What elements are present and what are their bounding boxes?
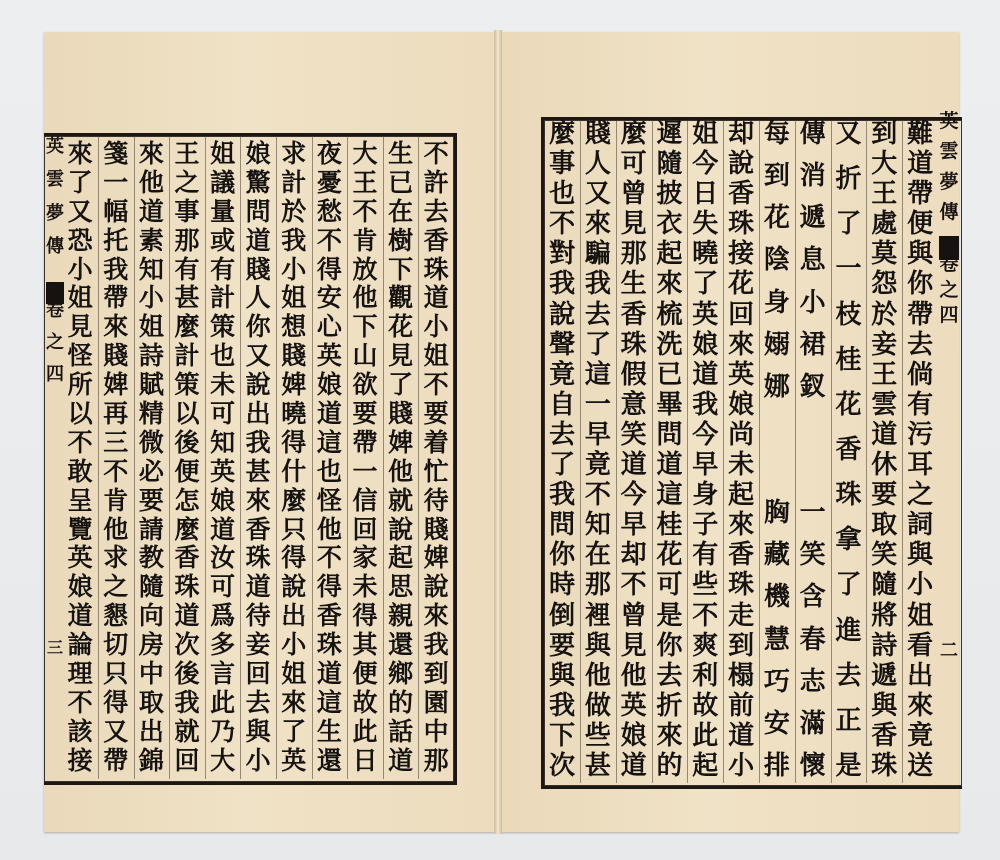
text-column: 麼 事 也 不 對 我 說 聲 竟 自 去 了 我 問 你 時 倒 要 與 我 下 次 xyxy=(549,119,576,781)
column-rule xyxy=(580,120,581,783)
left-margin-volume: 卷 之 四 xyxy=(46,300,64,385)
left-margin-title: 英 雲 夢 傳 xyxy=(46,136,64,257)
column-rule xyxy=(723,120,724,783)
text-column: 姐 今 日 失 曉 了 英 娘 道 我 今 早 身 子 有 些 不 爽 利 故 此 起 xyxy=(692,119,719,781)
right-margin-title: 英 雲 夢 傳 xyxy=(939,110,959,223)
column-rule xyxy=(205,136,206,779)
right-margin-volume: 卷 之 四 xyxy=(939,253,959,326)
column-rule xyxy=(759,120,760,783)
column-rule xyxy=(240,136,241,779)
book-gutter xyxy=(494,30,502,834)
left-margin-page-number: 三 xyxy=(46,638,63,657)
column-rule xyxy=(347,136,348,779)
text-column: 麼 可 曾 見 那 生 香 珠 假 意 笑 道 今 早 却 不 曾 見 他 英 娘 道 xyxy=(620,119,647,781)
text-column: 難 道 帶 便 與 你 帶 去 倘 有 污 耳 之 詞 與 小 姐 看 出 來 竟 送 xyxy=(907,119,934,781)
text-column: 傳 消 遞 息 小 裙 釵 一 笑 含 春 志 滿 懷 xyxy=(799,119,826,781)
column-rule xyxy=(616,120,617,783)
column-rule xyxy=(383,136,384,779)
text-column: 夜 憂 愁 不 得 安 心 英 娘 道 這 也 怪 他 不 得 香 珠 道 這 生 還 xyxy=(316,139,342,775)
text-column: 到 大 王 處 莫 怨 於 妾 王 雲 道 休 要 取 笑 隨 將 詩 遞 與 香 珠 xyxy=(871,119,898,781)
column-rule xyxy=(687,120,688,783)
text-column: 箋 一 幅 托 我 帶 來 賤 婢 再 三 不 肯 他 求 之 懇 切 只 得 又 帶 xyxy=(103,139,129,775)
text-column: 姐 議 量 或 有 計 策 也 未 可 知 英 娘 道 汝 可 爲 多 言 此 乃 大 xyxy=(210,139,236,775)
text-column: 却 說 香 珠 接 花 回 來 英 娘 尚 未 起 來 香 珠 走 到 榻 前 道 小 xyxy=(728,119,755,781)
text-column: 生 已 在 樹 下 觀 花 見 了 賤 婢 他 就 說 起 思 親 還 鄉 的 話 道 xyxy=(388,139,414,775)
column-rule xyxy=(98,136,99,779)
column-rule xyxy=(418,136,419,779)
text-column: 來 他 道 素 知 小 姐 詩 賦 精 微 必 要 請 教 隨 向 房 中 取 出 錦 xyxy=(138,139,164,775)
text-column: 賤 人 又 來 騙 我 去 了 這 一 早 竟 不 知 在 那 裡 與 他 做 些 甚 xyxy=(584,119,611,781)
text-column: 大 王 不 肯 放 他 下 山 欲 要 帶 一 信 回 家 未 得 其 便 故 此 日 xyxy=(352,139,378,775)
column-rule xyxy=(866,120,867,783)
text-column: 王 之 事 那 有 甚 麼 計 策 以 後 便 怎 麼 香 珠 道 次 後 我 就 回 xyxy=(174,139,200,775)
text-column: 每 到 花 陰 身 嫋 娜 胸 藏 機 慧 巧 安 排 xyxy=(763,119,790,781)
right-margin-page-number: 二 xyxy=(940,640,958,661)
text-column: 求 計 於 我 小 姐 想 賤 婢 曉 得 什 麼 只 得 說 出 小 姐 來 了 英 xyxy=(281,139,307,775)
column-rule xyxy=(134,136,135,779)
column-rule xyxy=(831,120,832,783)
column-rule xyxy=(169,136,170,779)
column-rule xyxy=(795,120,796,783)
column-rule xyxy=(902,120,903,783)
text-column: 娘 驚 問 道 賤 人 你 又 說 出 我 甚 來 香 珠 道 待 妾 回 去 與 小 xyxy=(245,139,271,775)
text-column: 遲 隨 披 衣 起 來 梳 洗 已 畢 問 道 這 桂 花 可 是 你 去 折 來 的 xyxy=(656,119,683,781)
column-rule xyxy=(312,136,313,779)
column-rule xyxy=(276,136,277,779)
column-rule xyxy=(652,120,653,783)
text-column: 來 了 又 恐 小 姐 見 怪 所 以 不 敢 呈 覽 英 娘 道 論 理 不 該 接 xyxy=(67,139,93,775)
text-column: 又 折 了 一 枝 桂 花 香 珠 拿 了 進 去 正 是 xyxy=(835,119,862,781)
text-column: 不 許 去 香 珠 道 小 姐 不 要 着 忙 待 賤 婢 說 來 我 到 園 中 那 xyxy=(423,139,449,775)
